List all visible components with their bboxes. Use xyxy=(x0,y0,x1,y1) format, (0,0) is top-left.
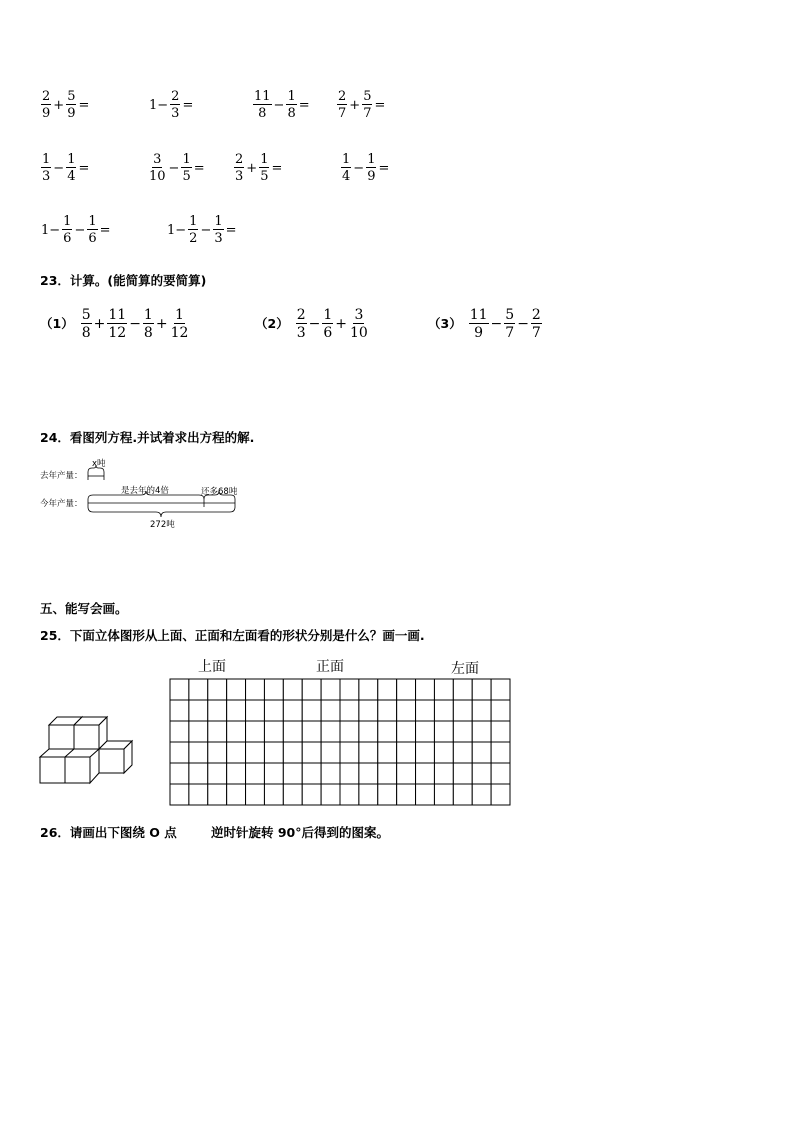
grid-cell[interactable] xyxy=(434,721,453,742)
fraction xyxy=(362,90,372,120)
grid-cell[interactable] xyxy=(472,742,491,763)
grid-cell[interactable] xyxy=(189,700,208,721)
expr-r1-4 xyxy=(336,90,386,120)
grid-cell[interactable] xyxy=(246,679,265,700)
denominator: 8 xyxy=(143,325,153,341)
times-label: 是去年的4倍 xyxy=(121,486,169,496)
operator: + xyxy=(349,97,361,113)
grid-cell[interactable] xyxy=(340,784,359,805)
operator: − xyxy=(308,316,321,332)
grid-cell[interactable] xyxy=(321,679,340,700)
fraction xyxy=(188,215,198,245)
grid-cell[interactable] xyxy=(264,700,283,721)
numerator: 5 xyxy=(67,89,76,104)
numerator: 1 xyxy=(88,214,97,229)
grid-cell[interactable] xyxy=(359,679,378,700)
grid-cell[interactable] xyxy=(170,679,189,700)
drawing-grid[interactable] xyxy=(169,678,511,806)
grid-cell[interactable] xyxy=(340,742,359,763)
grid-cell[interactable] xyxy=(472,763,491,784)
grid-cell[interactable] xyxy=(264,742,283,763)
grid-cell[interactable] xyxy=(359,763,378,784)
grid-cell[interactable] xyxy=(453,679,472,700)
more-label: 还多68吨 xyxy=(201,487,238,497)
grid-cell[interactable] xyxy=(472,700,491,721)
fraction xyxy=(148,153,167,183)
numerator: 1 xyxy=(143,307,153,323)
numerator: 1 xyxy=(189,214,198,229)
fraction xyxy=(469,308,489,340)
denominator: 7 xyxy=(363,106,372,121)
numerator: 11 xyxy=(254,89,271,104)
last-year-label: 去年产量： xyxy=(40,471,83,481)
grid-cell[interactable] xyxy=(208,784,227,805)
grid-cell[interactable] xyxy=(283,784,302,805)
expr-r3-2 xyxy=(166,215,238,245)
q26-title-b: 逆时针旋转 90°后得到的图案。 xyxy=(211,825,389,840)
grid-cell[interactable] xyxy=(189,679,208,700)
grid-cell[interactable] xyxy=(397,784,416,805)
grid-cell[interactable] xyxy=(378,742,397,763)
grid-cell[interactable] xyxy=(416,700,435,721)
grid-cell[interactable] xyxy=(283,763,302,784)
denominator: 5 xyxy=(260,169,269,184)
grid-cell[interactable] xyxy=(378,679,397,700)
grid-cell[interactable] xyxy=(283,742,302,763)
grid-cell[interactable] xyxy=(491,721,510,742)
view-front-label: 正面 xyxy=(316,659,344,675)
grid-cell[interactable] xyxy=(416,721,435,742)
numerator: 1 xyxy=(323,307,333,323)
grid-cell[interactable] xyxy=(227,742,246,763)
grid-cell[interactable] xyxy=(491,700,510,721)
total-brace xyxy=(88,507,235,517)
q23-title: 23．计算。(能简算的要简算) xyxy=(40,273,207,288)
operator: − xyxy=(74,222,86,238)
fraction xyxy=(366,153,376,183)
operator: = xyxy=(225,222,237,238)
grid-cell[interactable] xyxy=(321,742,340,763)
denominator: 7 xyxy=(338,106,347,121)
expr-r1-2 xyxy=(148,90,194,120)
grid-cell[interactable] xyxy=(491,763,510,784)
item-label: （2） xyxy=(255,315,289,331)
grid-cell[interactable] xyxy=(227,721,246,742)
operator: − xyxy=(168,160,180,176)
operator: − xyxy=(129,316,141,332)
grid-cell[interactable] xyxy=(416,742,435,763)
expr-r1-3 xyxy=(252,90,311,120)
numerator: 2 xyxy=(338,89,347,104)
grid-cell[interactable] xyxy=(189,721,208,742)
fraction xyxy=(337,90,347,120)
grid-cell[interactable] xyxy=(170,784,189,805)
grid-cell[interactable] xyxy=(378,721,397,742)
numerator: 11 xyxy=(108,307,127,323)
grid-cell[interactable] xyxy=(246,700,265,721)
this-year-label: 今年产量： xyxy=(40,499,83,509)
numerator: 2 xyxy=(171,89,180,104)
fraction xyxy=(531,308,542,340)
fraction xyxy=(66,90,76,120)
denominator: 12 xyxy=(170,325,189,341)
expr-r1-1 xyxy=(40,90,90,120)
grid-cell[interactable] xyxy=(170,700,189,721)
grid-cell[interactable] xyxy=(302,784,321,805)
numerator: 2 xyxy=(296,307,306,323)
grid-cell[interactable] xyxy=(416,763,435,784)
operator: + xyxy=(53,97,65,113)
numerator: 1 xyxy=(182,152,191,167)
operator: = xyxy=(374,97,386,113)
operator: 1− xyxy=(167,222,187,238)
grid-cell[interactable] xyxy=(472,784,491,805)
fraction xyxy=(181,153,191,183)
section5-title: 五、能写会画。 xyxy=(40,601,128,616)
q23-item-3 xyxy=(428,308,543,340)
grid-cell[interactable] xyxy=(397,742,416,763)
fraction xyxy=(504,308,515,340)
operator: + xyxy=(155,316,168,332)
grid-cell[interactable] xyxy=(453,742,472,763)
fraction xyxy=(259,153,269,183)
grid-cell[interactable] xyxy=(453,721,472,742)
denominator: 3 xyxy=(235,169,244,184)
cube-figure xyxy=(38,715,138,795)
denominator: 9 xyxy=(42,106,51,121)
expr-r2-4 xyxy=(340,153,390,183)
grid-cell[interactable] xyxy=(416,784,435,805)
operator: + xyxy=(335,316,348,332)
grid-cell[interactable] xyxy=(170,742,189,763)
grid-cell[interactable] xyxy=(416,679,435,700)
grid-cell[interactable] xyxy=(434,784,453,805)
operator: + xyxy=(246,160,258,176)
grid-cell[interactable] xyxy=(302,700,321,721)
denominator: 8 xyxy=(287,106,296,121)
grid-cell[interactable] xyxy=(170,721,189,742)
q23-item-1 xyxy=(40,308,190,340)
q25-title: 25．下面立体图形从上面、正面和左面看的形状分别是什么？画一画. xyxy=(40,628,425,643)
fraction xyxy=(296,308,307,340)
numerator: 1 xyxy=(42,152,51,167)
denominator: 10 xyxy=(149,169,166,184)
numerator: 3 xyxy=(153,152,162,167)
fraction xyxy=(87,215,97,245)
denominator: 8 xyxy=(81,325,91,341)
denominator: 3 xyxy=(296,325,306,341)
denominator: 7 xyxy=(505,325,515,341)
numerator: 3 xyxy=(354,307,364,323)
fraction xyxy=(213,215,223,245)
expr-r2-2 xyxy=(147,153,206,183)
grid-cell[interactable] xyxy=(472,679,491,700)
grid-cell[interactable] xyxy=(397,700,416,721)
grid-cell[interactable] xyxy=(434,763,453,784)
grid-cell[interactable] xyxy=(397,763,416,784)
grid-cell[interactable] xyxy=(246,784,265,805)
item-label: （3） xyxy=(428,315,462,331)
q26-title-a: 26．请画出下图绕 O 点 xyxy=(40,825,177,840)
grid-cell[interactable] xyxy=(434,742,453,763)
operator: = xyxy=(378,160,390,176)
view-left-label: 左面 xyxy=(451,661,479,677)
denominator: 4 xyxy=(67,169,76,184)
grid-cell[interactable] xyxy=(472,721,491,742)
fraction xyxy=(341,153,351,183)
denominator: 6 xyxy=(88,231,97,246)
grid-cell[interactable] xyxy=(340,679,359,700)
operator: − xyxy=(490,316,503,332)
grid-cell[interactable] xyxy=(378,784,397,805)
operator: + xyxy=(93,316,106,332)
item-label: （1） xyxy=(40,315,74,331)
denominator: 10 xyxy=(350,325,368,341)
operator: = xyxy=(271,160,283,176)
grid-cell[interactable] xyxy=(302,763,321,784)
grid-cell[interactable] xyxy=(208,742,227,763)
operator: − xyxy=(53,160,65,176)
operator: = xyxy=(78,97,90,113)
numerator: 1 xyxy=(175,307,184,323)
denominator: 9 xyxy=(67,106,76,121)
grid-cell[interactable] xyxy=(170,763,189,784)
operator: − xyxy=(517,316,529,332)
grid-cell[interactable] xyxy=(227,763,246,784)
denominator: 9 xyxy=(474,325,484,341)
denominator: 3 xyxy=(214,231,223,246)
grid-cell[interactable] xyxy=(359,700,378,721)
grid-cell[interactable] xyxy=(359,721,378,742)
grid-cell[interactable] xyxy=(208,763,227,784)
fraction xyxy=(170,90,180,120)
grid-cell[interactable] xyxy=(302,679,321,700)
fraction xyxy=(253,90,272,120)
grid-cell[interactable] xyxy=(227,679,246,700)
numerator: 1 xyxy=(287,89,296,104)
q23-item-2 xyxy=(255,308,370,340)
operator: = xyxy=(298,97,310,113)
grid-cell[interactable] xyxy=(264,784,283,805)
fraction xyxy=(66,153,76,183)
operator: = xyxy=(182,97,194,113)
grid-cell[interactable] xyxy=(453,763,472,784)
grid-cell[interactable] xyxy=(321,721,340,742)
grid-cell[interactable] xyxy=(189,784,208,805)
grid-cell[interactable] xyxy=(283,721,302,742)
grid-cell[interactable] xyxy=(189,763,208,784)
grid-cell[interactable] xyxy=(340,721,359,742)
expr-r3-1 xyxy=(40,215,112,245)
numerator: 5 xyxy=(363,89,372,104)
numerator: 2 xyxy=(531,307,541,323)
grid-cell[interactable] xyxy=(397,679,416,700)
denominator: 2 xyxy=(189,231,198,246)
numerator: 5 xyxy=(81,307,91,323)
operator: = xyxy=(99,222,111,238)
operator: − xyxy=(200,222,212,238)
grid-cell[interactable] xyxy=(208,679,227,700)
operator: = xyxy=(193,160,205,176)
grid-cell[interactable] xyxy=(264,721,283,742)
grid-cell[interactable] xyxy=(208,700,227,721)
grid-cell[interactable] xyxy=(246,742,265,763)
fraction xyxy=(41,90,51,120)
grid-cell[interactable] xyxy=(378,763,397,784)
grid-cell[interactable] xyxy=(359,784,378,805)
grid-cell[interactable] xyxy=(491,784,510,805)
expr-r2-3 xyxy=(233,153,283,183)
grid-cell[interactable] xyxy=(321,700,340,721)
operator: 1− xyxy=(149,97,169,113)
grid-cell[interactable] xyxy=(340,763,359,784)
total-label: 272吨 xyxy=(150,520,175,530)
grid-cell[interactable] xyxy=(208,721,227,742)
grid-cell[interactable] xyxy=(227,784,246,805)
fraction xyxy=(107,308,127,340)
grid-cell[interactable] xyxy=(189,742,208,763)
denominator: 12 xyxy=(108,325,127,341)
grid-cell[interactable] xyxy=(359,742,378,763)
grid-cell[interactable] xyxy=(283,700,302,721)
grid-cell[interactable] xyxy=(453,700,472,721)
denominator: 9 xyxy=(367,169,376,184)
grid-cell[interactable] xyxy=(491,742,510,763)
grid-cell[interactable] xyxy=(264,763,283,784)
denominator: 7 xyxy=(531,325,541,341)
denominator: 5 xyxy=(182,169,191,184)
numerator: 1 xyxy=(67,152,76,167)
denominator: 3 xyxy=(171,106,180,121)
operator: = xyxy=(78,160,90,176)
numerator: 1 xyxy=(260,152,269,167)
grid-cell[interactable] xyxy=(302,721,321,742)
grid-cell[interactable] xyxy=(340,700,359,721)
fraction xyxy=(62,215,72,245)
operator: − xyxy=(353,160,365,176)
operator: 1− xyxy=(41,222,61,238)
denominator: 6 xyxy=(63,231,72,246)
fraction xyxy=(81,308,92,340)
grid-cell[interactable] xyxy=(453,784,472,805)
fraction xyxy=(349,308,369,340)
fraction xyxy=(170,308,190,340)
numerator: 1 xyxy=(214,214,223,229)
grid-cell[interactable] xyxy=(246,721,265,742)
fraction xyxy=(143,308,154,340)
grid-cell[interactable] xyxy=(434,700,453,721)
fraction xyxy=(234,153,244,183)
x-label: x吨 xyxy=(92,459,106,469)
operator: − xyxy=(273,97,285,113)
numerator: 1 xyxy=(342,152,351,167)
denominator: 4 xyxy=(342,169,351,184)
fraction xyxy=(286,90,296,120)
numerator: 11 xyxy=(469,307,488,323)
denominator: 3 xyxy=(42,169,51,184)
grid-cell[interactable] xyxy=(302,742,321,763)
grid-cell[interactable] xyxy=(378,700,397,721)
grid-cell[interactable] xyxy=(321,784,340,805)
grid-cell[interactable] xyxy=(227,700,246,721)
numerator: 1 xyxy=(63,214,72,229)
view-top-label: 上面 xyxy=(198,659,226,675)
numerator: 1 xyxy=(367,152,376,167)
fraction xyxy=(41,153,51,183)
numerator: 2 xyxy=(42,89,51,104)
grid-cell[interactable] xyxy=(321,763,340,784)
denominator: 8 xyxy=(258,106,267,121)
grid-cell[interactable] xyxy=(264,679,283,700)
denominator: 6 xyxy=(323,325,333,341)
numerator: 2 xyxy=(235,152,244,167)
grid-cell[interactable] xyxy=(434,679,453,700)
q24-title: 24．看图列方程.并试着求出方程的解. xyxy=(40,430,255,445)
grid-cell[interactable] xyxy=(491,679,510,700)
expr-r2-1 xyxy=(40,153,90,183)
grid-cell[interactable] xyxy=(283,679,302,700)
numerator: 5 xyxy=(505,307,515,323)
grid-cell[interactable] xyxy=(246,763,265,784)
grid-cell[interactable] xyxy=(397,721,416,742)
fraction xyxy=(322,308,333,340)
